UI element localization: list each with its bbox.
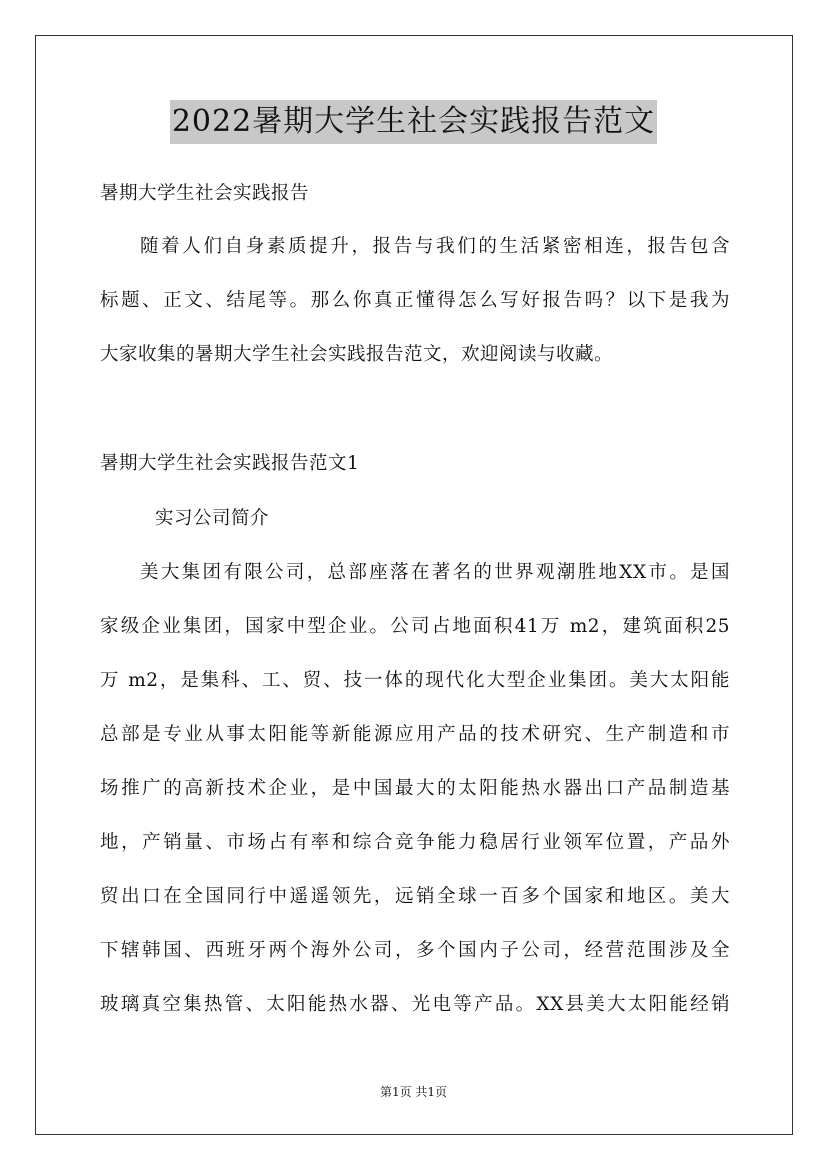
body-line: 贸出口在全国同行中遥遥领先，远销全球一百多个国家和地区。美大	[100, 886, 730, 907]
body-line: 家级企业集团，国家中型企业。公司占地面积41万 m2，建筑面积25	[100, 616, 730, 637]
sub-heading: 实习公司简介	[155, 508, 270, 529]
body-line: 下辖韩国、西班牙两个海外公司，多个国内子公司，经营范围涉及全	[100, 940, 730, 961]
body-line: 地，产销量、市场占有率和综合竞争能力稳居行业领军位置，产品外	[100, 832, 730, 853]
title-container	[0, 100, 827, 144]
body-line: 美大集团有限公司，总部座落在著名的世界观潮胜地XX市。是国	[140, 562, 730, 583]
intro-line: 标题、正文、结尾等。那么你真正懂得怎么写好报告吗？以下是我为	[100, 290, 730, 311]
section-heading: 暑期大学生社会实践报告范文1	[100, 453, 360, 474]
document-title: 2022暑期大学生社会实践报告范文	[170, 100, 657, 144]
body-line: 万 m2，是集科、工、贸、技一体的现代化大型企业集团。美大太阳能	[100, 670, 730, 691]
page-footer: 第1页 共1页	[379, 1085, 448, 1099]
intro-line: 随着人们自身素质提升，报告与我们的生活紧密相连，报告包含	[140, 236, 730, 257]
document-subtitle: 暑期大学生社会实践报告	[100, 183, 310, 204]
body-line: 场推广的高新技术企业，是中国最大的太阳能热水器出口产品制造基	[100, 778, 730, 799]
intro-line: 大家收集的暑期大学生社会实践报告范文，欢迎阅读与收藏。	[100, 344, 614, 365]
body-line: 总部是专业从事太阳能等新能源应用产品的技术研究、生产制造和市	[100, 724, 730, 745]
body-line: 玻璃真空集热管、太阳能热水器、光电等产品。XX县美大太阳能经销	[100, 994, 730, 1015]
